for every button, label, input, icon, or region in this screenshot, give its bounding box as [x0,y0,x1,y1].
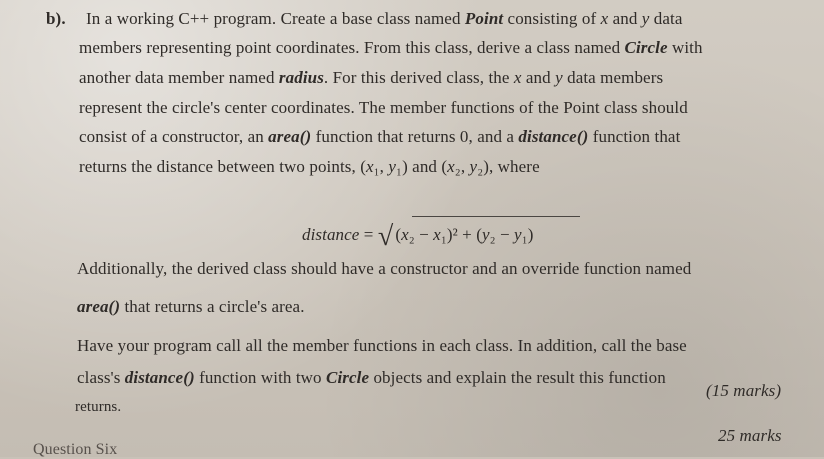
text-fragment: y [555,68,563,87]
text-fragment: Circle [326,368,370,387]
text-fragment: function that returns 0, and a [311,127,519,146]
text-fragment: − [414,225,434,244]
text-fragment: and [521,68,556,87]
text-fragment: ₁ [521,225,528,244]
distance-formula [302,216,534,252]
text-fragment: y [469,157,478,176]
returns-text: returns. [75,399,122,415]
additional-line-1 [77,259,691,279]
text-fragment: returns the distance between two points, ( [79,157,366,176]
additional-line-2 [77,297,305,317]
text-fragment: with [667,38,703,57]
text-fragment: x [513,68,522,87]
text-fragment: , [379,157,389,176]
text-fragment: function that [588,127,681,146]
question-line-2 [79,38,703,58]
text-fragment: = [359,225,378,244]
text-fragment: x [433,225,441,244]
text-fragment: ( [395,225,402,244]
text-fragment: )² + ( [446,225,482,244]
text-fragment: objects and explain the result this function [369,368,666,387]
text-fragment: that returns a circle's area. [120,297,305,316]
question-part-label: b). [46,9,66,28]
text-fragment: y [514,225,522,244]
text-fragment: Have your program call all the member functions in each class. In addition, call the base [77,336,687,355]
text-fragment: area() [77,297,121,316]
total-marks: 25 marks [718,426,782,445]
text-fragment: y [641,9,650,28]
text-fragment: y [481,225,490,244]
text-fragment: x [401,225,409,244]
text-fragment: . For this derived class, the [323,68,514,87]
formula-radical-bar [412,216,580,217]
text-fragment: radius [278,68,324,87]
text-fragment: ₁ [440,225,447,244]
part-b-marks: (15 marks) [706,381,782,400]
text-fragment: ₂ [408,225,415,244]
text-fragment: y [388,157,397,176]
text-fragment: distance() [124,368,195,387]
text-fragment: distance() [518,127,589,146]
text-fragment: ) and ( [402,157,448,176]
text-fragment: x [365,157,374,176]
text-fragment: In a working C++ program. Create a base class named [86,9,465,28]
question-line-6 [79,157,540,177]
text-fragment: √ [377,221,394,252]
text-fragment: , [460,157,470,176]
text-fragment: class's [77,368,125,387]
question-line-1 [86,9,683,29]
text-fragment: function with two [194,368,326,387]
text-fragment: Circle [624,38,668,57]
text-fragment: ₂ [454,157,461,176]
next-question-heading: Question Six [33,441,118,458]
program-line-1 [77,336,687,356]
text-fragment: represent the circle's center coordinates. The member functions of the Point class should [79,98,688,117]
text-fragment: − [495,225,515,244]
text-fragment: another data member named [79,68,279,87]
text-fragment: ₁ [396,157,403,176]
text-fragment: x [600,9,609,28]
text-fragment: Additionally, the derived class should have a constructor and an override function named [77,259,692,278]
text-fragment: consisting of [503,9,601,28]
text-fragment: Point [464,9,504,28]
question-line-5 [79,127,680,147]
text-fragment: data members [562,68,664,87]
text-fragment: members representing point coordinates. From this class, derive a class named [79,38,625,57]
text-fragment: and [608,9,642,28]
text-fragment: consist of a constructor, an [79,127,269,146]
text-fragment: ₁ [373,157,380,176]
text-fragment: x [447,157,455,176]
text-fragment: ₂ [489,225,496,244]
text-fragment: ₂ [477,157,484,176]
text-fragment: ), where [483,157,540,176]
text-fragment: data [649,9,683,28]
text-fragment: area() [268,127,312,146]
text-fragment: ) [527,225,534,244]
question-line-4 [79,98,688,118]
text-fragment: distance [302,225,360,244]
question-line-3 [79,68,663,88]
program-line-2 [77,368,666,388]
